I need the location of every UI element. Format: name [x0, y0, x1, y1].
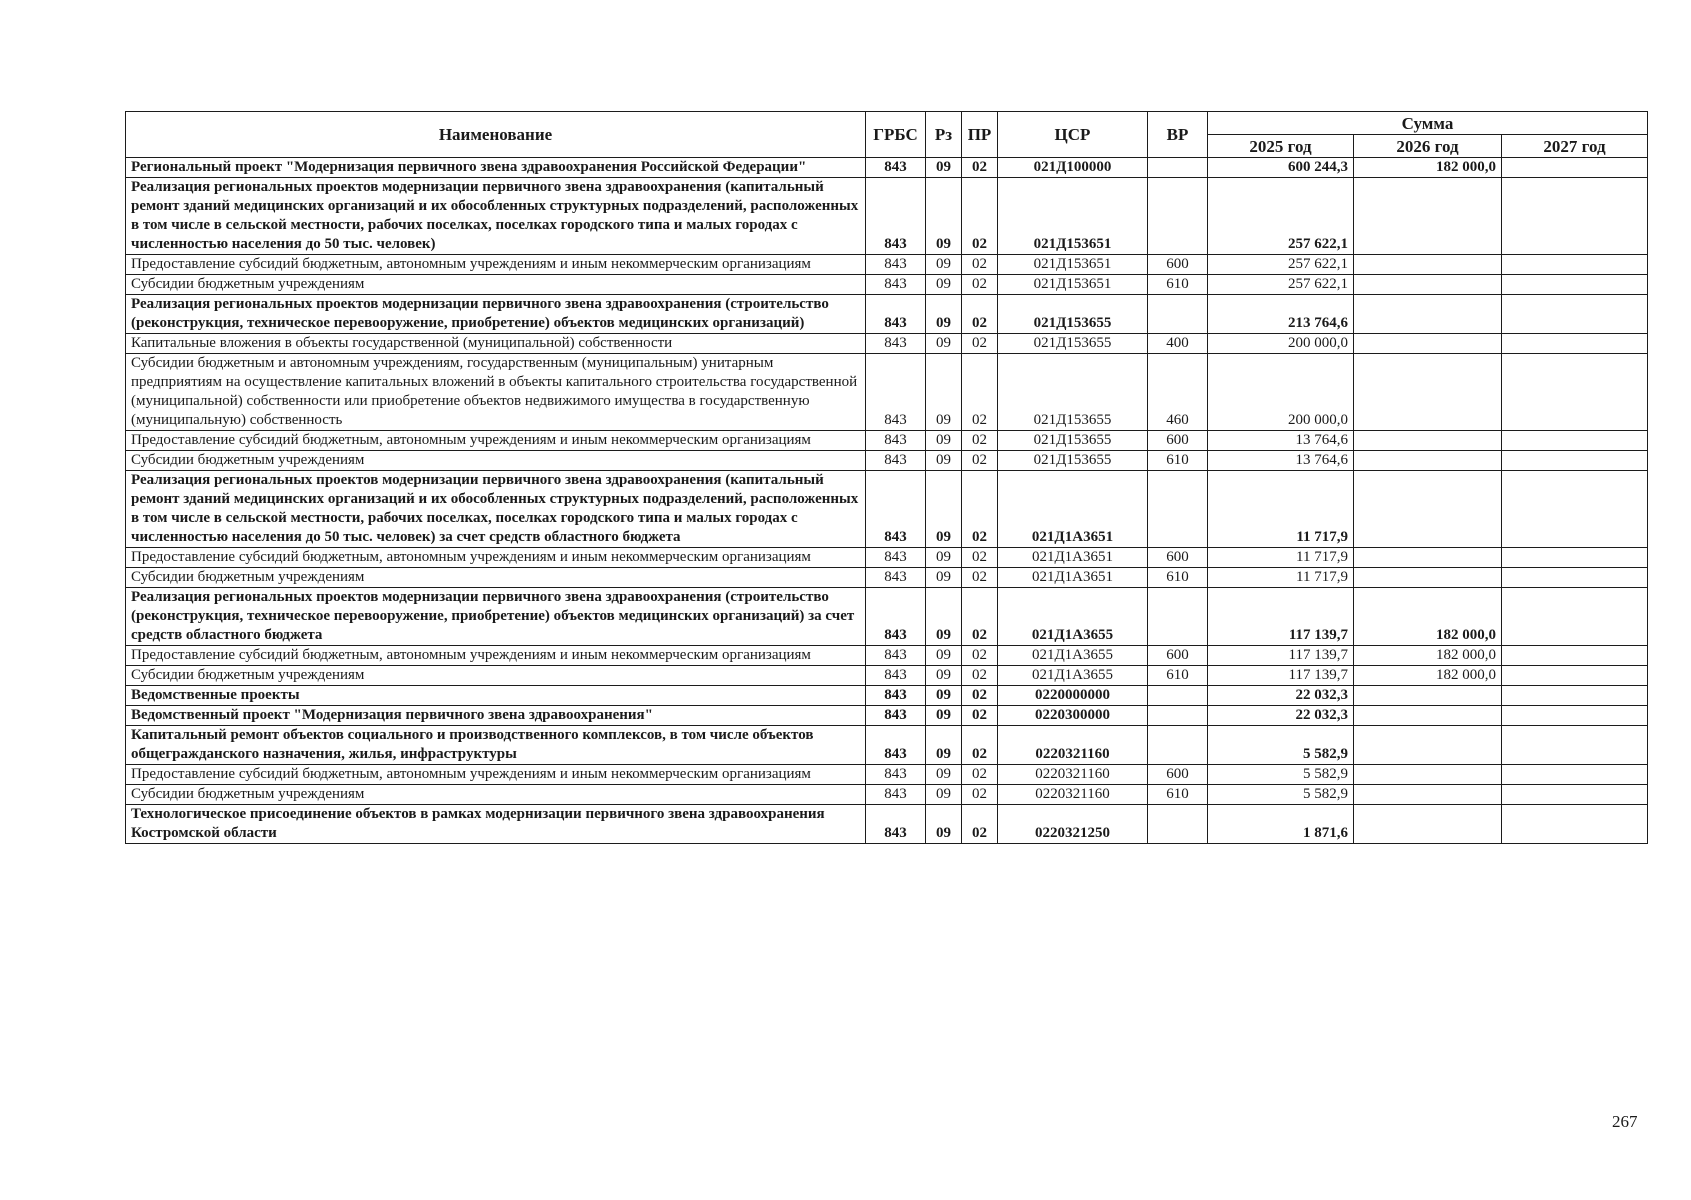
cell-pr: 02: [962, 431, 998, 451]
cell-2025: 200 000,0: [1208, 354, 1354, 431]
cell-name: Предоставление субсидий бюджетным, автономным учреждениям и иным некоммерческим организациям: [126, 646, 866, 666]
table-row: [126, 354, 1648, 431]
table-row: [126, 548, 1648, 568]
cell-grbs: 843: [866, 805, 926, 844]
header-name: Наименование: [126, 112, 866, 158]
cell-2027: [1502, 666, 1648, 686]
cell-grbs: 843: [866, 178, 926, 255]
header-grbs: ГРБС: [866, 112, 926, 158]
cell-2027: [1502, 255, 1648, 275]
cell-pr: 02: [962, 275, 998, 295]
cell-pr: 02: [962, 568, 998, 588]
cell-vr: [1148, 588, 1208, 646]
cell-csr: 021Д153651: [998, 275, 1148, 295]
cell-rz: 09: [926, 255, 962, 275]
cell-csr: 021Д153655: [998, 354, 1148, 431]
cell-name: Субсидии бюджетным и автономным учреждениям, государственным (муниципальным) унитарным предприятиям на осуществление капитальных вложений в объекты капитального строительства государственной (муниципальной) собственности или приобретение объектов недвижимого имущества в государственную (муниципальную) собственность: [126, 354, 866, 431]
table-row: [126, 451, 1648, 471]
cell-grbs: 843: [866, 255, 926, 275]
cell-vr: 400: [1148, 334, 1208, 354]
cell-2026: [1354, 686, 1502, 706]
cell-grbs: 843: [866, 295, 926, 334]
cell-rz: 09: [926, 706, 962, 726]
table-row: [126, 158, 1648, 178]
cell-rz: 09: [926, 295, 962, 334]
cell-rz: 09: [926, 354, 962, 431]
cell-grbs: 843: [866, 548, 926, 568]
cell-name: Капитальный ремонт объектов социального и производственного комплексов, в том числе объектов общегражданского назначения, жилья, инфраструктуры: [126, 726, 866, 765]
table-row: [126, 765, 1648, 785]
cell-name: Ведомственный проект "Модернизация первичного звена здравоохранения": [126, 706, 866, 726]
header-2027: 2027 год: [1502, 135, 1648, 158]
cell-2027: [1502, 726, 1648, 765]
header-vr: ВР: [1148, 112, 1208, 158]
cell-grbs: 843: [866, 158, 926, 178]
cell-name: Технологическое присоединение объектов в рамках модернизации первичного звена здравоохранения Костромской области: [126, 805, 866, 844]
cell-vr: 600: [1148, 255, 1208, 275]
cell-csr: 021Д153655: [998, 295, 1148, 334]
table-row: [126, 255, 1648, 275]
cell-csr: 021Д1А3651: [998, 568, 1148, 588]
cell-2025: 11 717,9: [1208, 568, 1354, 588]
cell-2025: 117 139,7: [1208, 666, 1354, 686]
cell-vr: 600: [1148, 765, 1208, 785]
cell-2026: [1354, 706, 1502, 726]
cell-pr: 02: [962, 334, 998, 354]
cell-pr: 02: [962, 686, 998, 706]
cell-csr: 021Д1А3651: [998, 471, 1148, 548]
cell-pr: 02: [962, 255, 998, 275]
cell-grbs: 843: [866, 646, 926, 666]
cell-2027: [1502, 646, 1648, 666]
table-row: [126, 178, 1648, 255]
cell-name: Субсидии бюджетным учреждениям: [126, 666, 866, 686]
cell-vr: 610: [1148, 568, 1208, 588]
cell-2025: 117 139,7: [1208, 588, 1354, 646]
cell-2027: [1502, 158, 1648, 178]
cell-name: Субсидии бюджетным учреждениям: [126, 568, 866, 588]
cell-2026: [1354, 451, 1502, 471]
cell-2026: [1354, 255, 1502, 275]
cell-2027: [1502, 765, 1648, 785]
cell-2026: [1354, 354, 1502, 431]
cell-2027: [1502, 706, 1648, 726]
cell-rz: 09: [926, 568, 962, 588]
table-row: [126, 275, 1648, 295]
cell-rz: 09: [926, 726, 962, 765]
cell-grbs: 843: [866, 686, 926, 706]
cell-name: Субсидии бюджетным учреждениям: [126, 451, 866, 471]
cell-rz: 09: [926, 588, 962, 646]
table-row: [126, 805, 1648, 844]
cell-grbs: 843: [866, 275, 926, 295]
cell-vr: [1148, 805, 1208, 844]
cell-name: Реализация региональных проектов модернизации первичного звена здравоохранения (строительство (реконструкция, техническое перевооружение, приобретение) объектов медицинских организаций): [126, 295, 866, 334]
cell-csr: 0220000000: [998, 686, 1148, 706]
cell-2025: 257 622,1: [1208, 275, 1354, 295]
header-sum: Сумма: [1208, 112, 1648, 135]
cell-grbs: 843: [866, 334, 926, 354]
cell-pr: 02: [962, 785, 998, 805]
cell-2027: [1502, 588, 1648, 646]
cell-pr: 02: [962, 765, 998, 785]
cell-rz: 09: [926, 178, 962, 255]
cell-pr: 02: [962, 588, 998, 646]
cell-2026: 182 000,0: [1354, 158, 1502, 178]
cell-rz: 09: [926, 334, 962, 354]
cell-2027: [1502, 548, 1648, 568]
cell-2025: 11 717,9: [1208, 548, 1354, 568]
cell-rz: 09: [926, 471, 962, 548]
cell-rz: 09: [926, 686, 962, 706]
cell-2027: [1502, 431, 1648, 451]
cell-grbs: 843: [866, 706, 926, 726]
cell-pr: 02: [962, 646, 998, 666]
cell-2025: 13 764,6: [1208, 451, 1354, 471]
cell-grbs: 843: [866, 568, 926, 588]
cell-2026: [1354, 295, 1502, 334]
table-row: [126, 568, 1648, 588]
cell-2026: [1354, 431, 1502, 451]
cell-2027: [1502, 471, 1648, 548]
cell-2026: [1354, 568, 1502, 588]
table-row: [126, 588, 1648, 646]
cell-name: Предоставление субсидий бюджетным, автономным учреждениям и иным некоммерческим организациям: [126, 431, 866, 451]
cell-2027: [1502, 354, 1648, 431]
cell-vr: [1148, 471, 1208, 548]
cell-2026: [1354, 471, 1502, 548]
cell-vr: 460: [1148, 354, 1208, 431]
cell-2026: [1354, 275, 1502, 295]
cell-2025: 22 032,3: [1208, 706, 1354, 726]
cell-2025: 11 717,9: [1208, 471, 1354, 548]
cell-2026: [1354, 785, 1502, 805]
cell-2027: [1502, 178, 1648, 255]
cell-pr: 02: [962, 805, 998, 844]
cell-grbs: 843: [866, 451, 926, 471]
header-csr: ЦСР: [998, 112, 1148, 158]
cell-2027: [1502, 805, 1648, 844]
cell-grbs: 843: [866, 471, 926, 548]
table-row: [126, 785, 1648, 805]
cell-name: Субсидии бюджетным учреждениям: [126, 785, 866, 805]
cell-2027: [1502, 295, 1648, 334]
cell-pr: 02: [962, 158, 998, 178]
table-row: [126, 431, 1648, 451]
cell-vr: 600: [1148, 431, 1208, 451]
cell-vr: 610: [1148, 275, 1208, 295]
cell-csr: 021Д1А3651: [998, 548, 1148, 568]
cell-2025: 5 582,9: [1208, 726, 1354, 765]
cell-2026: [1354, 178, 1502, 255]
cell-vr: 610: [1148, 666, 1208, 686]
cell-vr: [1148, 686, 1208, 706]
cell-2025: 22 032,3: [1208, 686, 1354, 706]
cell-pr: 02: [962, 666, 998, 686]
cell-csr: 021Д153655: [998, 451, 1148, 471]
cell-csr: 0220321250: [998, 805, 1148, 844]
cell-csr: 021Д1А3655: [998, 588, 1148, 646]
cell-pr: 02: [962, 295, 998, 334]
cell-rz: 09: [926, 785, 962, 805]
cell-vr: [1148, 726, 1208, 765]
cell-2025: 5 582,9: [1208, 785, 1354, 805]
cell-name: Реализация региональных проектов модернизации первичного звена здравоохранения (капитальный ремонт зданий медицинских организаций и их обособленных структурных подразделений, расположенных в том числе в сельской местности, рабочих поселках, поселках городского типа и малых городах с численностью населения до 50 тыс. человек) за счет средств областного бюджета: [126, 471, 866, 548]
header-pr: ПР: [962, 112, 998, 158]
budget-table: [125, 111, 1648, 844]
cell-name: Региональный проект "Модернизация первичного звена здравоохранения Российской Федерации": [126, 158, 866, 178]
cell-rz: 09: [926, 805, 962, 844]
cell-2025: 13 764,6: [1208, 431, 1354, 451]
cell-2026: [1354, 765, 1502, 785]
cell-2025: 5 582,9: [1208, 765, 1354, 785]
cell-2027: [1502, 568, 1648, 588]
table-row: [126, 726, 1648, 765]
cell-rz: 09: [926, 646, 962, 666]
cell-grbs: 843: [866, 354, 926, 431]
cell-2025: 200 000,0: [1208, 334, 1354, 354]
cell-grbs: 843: [866, 785, 926, 805]
cell-csr: 021Д153655: [998, 431, 1148, 451]
cell-2025: 257 622,1: [1208, 255, 1354, 275]
cell-2025: 213 764,6: [1208, 295, 1354, 334]
cell-vr: 610: [1148, 451, 1208, 471]
cell-vr: 600: [1148, 548, 1208, 568]
cell-grbs: 843: [866, 726, 926, 765]
cell-name: Реализация региональных проектов модернизации первичного звена здравоохранения (строительство (реконструкция, техническое перевооружение, приобретение) объектов медицинских организаций) за счет средств областного бюджета: [126, 588, 866, 646]
cell-rz: 09: [926, 548, 962, 568]
cell-grbs: 843: [866, 588, 926, 646]
cell-2026: 182 000,0: [1354, 666, 1502, 686]
table-row: [126, 646, 1648, 666]
cell-pr: 02: [962, 354, 998, 431]
cell-2027: [1502, 451, 1648, 471]
cell-2027: [1502, 785, 1648, 805]
cell-rz: 09: [926, 451, 962, 471]
cell-csr: 021Д1А3655: [998, 646, 1148, 666]
cell-pr: 02: [962, 471, 998, 548]
cell-name: Предоставление субсидий бюджетным, автономным учреждениям и иным некоммерческим организациям: [126, 255, 866, 275]
cell-2027: [1502, 686, 1648, 706]
cell-2025: 117 139,7: [1208, 646, 1354, 666]
cell-vr: [1148, 178, 1208, 255]
table-row: [126, 471, 1648, 548]
cell-csr: 021Д1А3655: [998, 666, 1148, 686]
cell-rz: 09: [926, 666, 962, 686]
cell-2025: 600 244,3: [1208, 158, 1354, 178]
cell-rz: 09: [926, 275, 962, 295]
table-row: [126, 706, 1648, 726]
cell-name: Предоставление субсидий бюджетным, автономным учреждениям и иным некоммерческим организациям: [126, 765, 866, 785]
cell-2027: [1502, 334, 1648, 354]
cell-2026: 182 000,0: [1354, 588, 1502, 646]
cell-name: Реализация региональных проектов модернизации первичного звена здравоохранения (капитальный ремонт зданий медицинских организаций и их обособленных структурных подразделений, расположенных в том числе в сельской местности, рабочих поселках, поселках городского типа и малых городах с численностью населения до 50 тыс. человек): [126, 178, 866, 255]
cell-grbs: 843: [866, 666, 926, 686]
cell-csr: 021Д153651: [998, 255, 1148, 275]
cell-vr: [1148, 706, 1208, 726]
page-number: 267: [1612, 1112, 1638, 1131]
cell-2025: 257 622,1: [1208, 178, 1354, 255]
cell-csr: 0220300000: [998, 706, 1148, 726]
cell-name: Ведомственные проекты: [126, 686, 866, 706]
header-2026: 2026 год: [1354, 135, 1502, 158]
cell-csr: 0220321160: [998, 765, 1148, 785]
cell-2025: 1 871,6: [1208, 805, 1354, 844]
table-row: [126, 334, 1648, 354]
cell-csr: 0220321160: [998, 785, 1148, 805]
cell-2026: [1354, 334, 1502, 354]
header-rz: Рз: [926, 112, 962, 158]
cell-2026: [1354, 805, 1502, 844]
cell-csr: 021Д153651: [998, 178, 1148, 255]
cell-name: Предоставление субсидий бюджетным, автономным учреждениям и иным некоммерческим организациям: [126, 548, 866, 568]
cell-grbs: 843: [866, 431, 926, 451]
cell-2026: [1354, 726, 1502, 765]
table-row: [126, 686, 1648, 706]
table-row: [126, 295, 1648, 334]
cell-2026: [1354, 548, 1502, 568]
cell-csr: 0220321160: [998, 726, 1148, 765]
cell-pr: 02: [962, 706, 998, 726]
cell-pr: 02: [962, 178, 998, 255]
table-row: [126, 666, 1648, 686]
cell-rz: 09: [926, 765, 962, 785]
cell-csr: 021Д153655: [998, 334, 1148, 354]
cell-name: Капитальные вложения в объекты государственной (муниципальной) собственности: [126, 334, 866, 354]
cell-grbs: 843: [866, 765, 926, 785]
header-2025: 2025 год: [1208, 135, 1354, 158]
cell-pr: 02: [962, 726, 998, 765]
table-body: [126, 158, 1648, 844]
cell-vr: 600: [1148, 646, 1208, 666]
cell-rz: 09: [926, 431, 962, 451]
cell-2027: [1502, 275, 1648, 295]
cell-name: Субсидии бюджетным учреждениям: [126, 275, 866, 295]
cell-vr: [1148, 158, 1208, 178]
cell-pr: 02: [962, 548, 998, 568]
cell-vr: [1148, 295, 1208, 334]
cell-2026: 182 000,0: [1354, 646, 1502, 666]
cell-rz: 09: [926, 158, 962, 178]
cell-csr: 021Д100000: [998, 158, 1148, 178]
cell-pr: 02: [962, 451, 998, 471]
cell-vr: 610: [1148, 785, 1208, 805]
